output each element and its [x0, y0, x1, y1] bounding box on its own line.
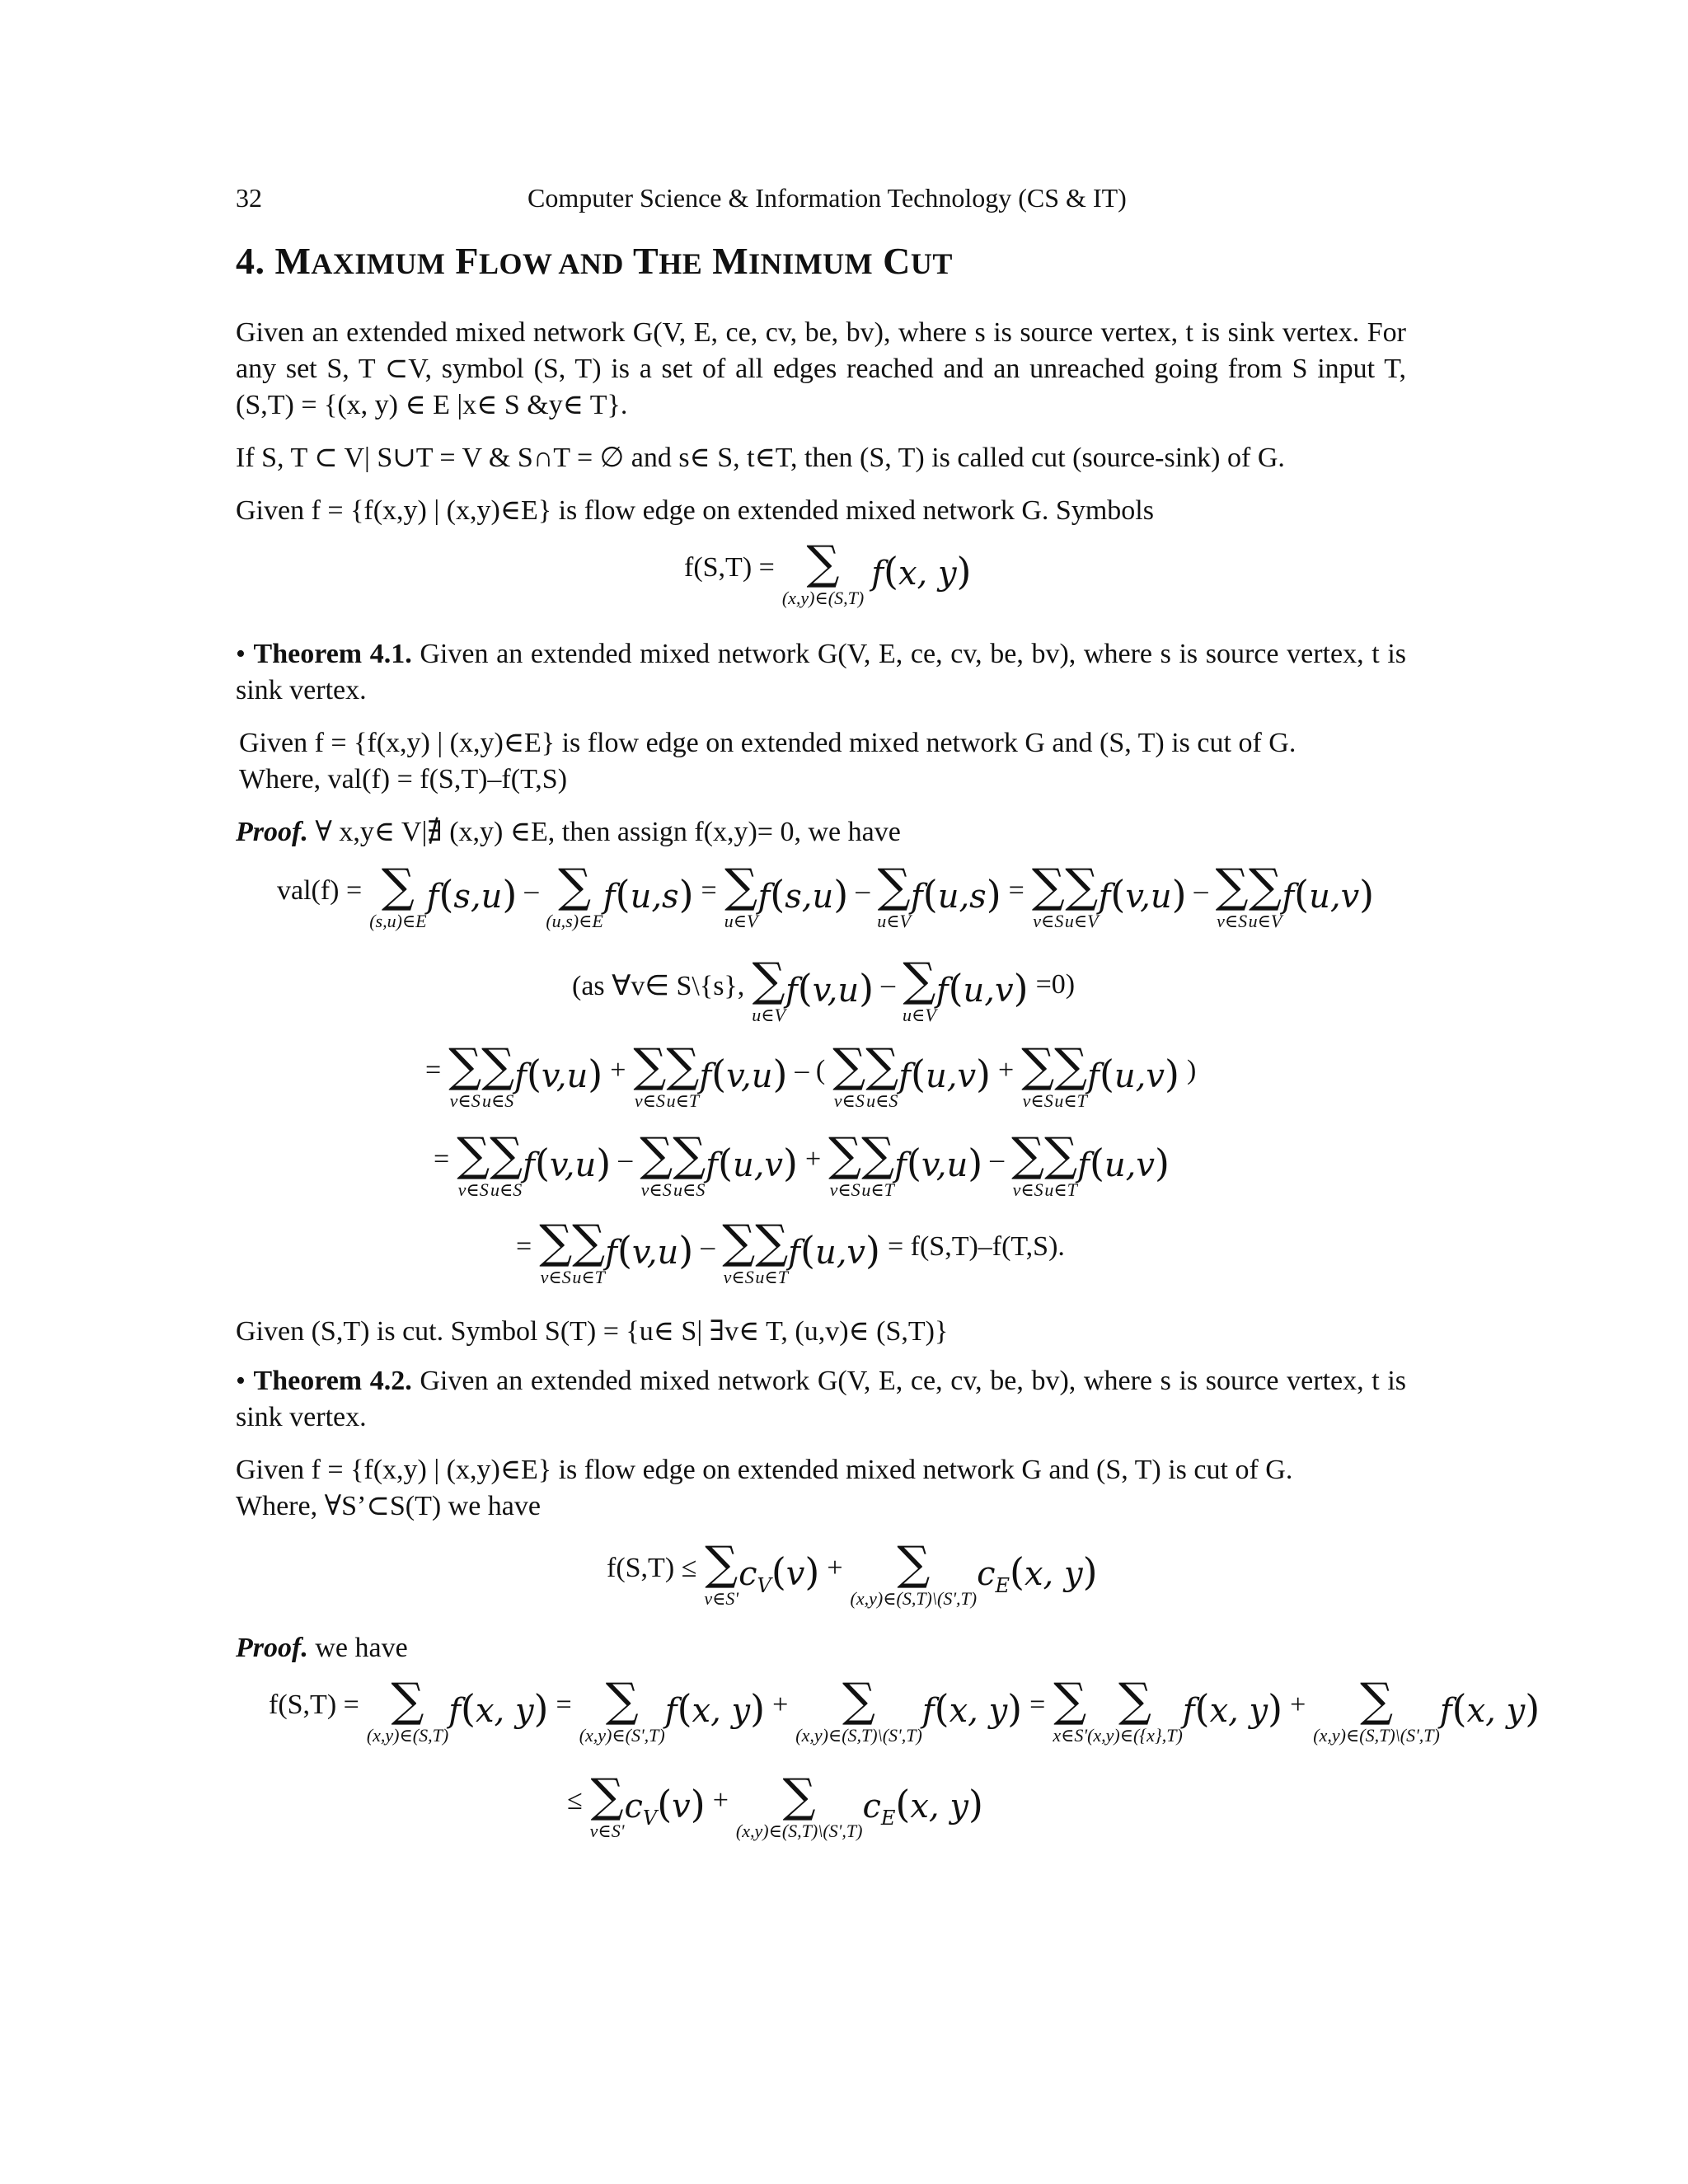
proof-1: Proof. ∀ x,y∈ V|∄ (x,y) ∈E, then assign f(x,y)= 0, we have [236, 817, 901, 847]
equation-val-line-3: = ∑ v∈S ∑ u∈S f(v,u) + ∑ v∈S ∑ u∈T f(v,u) – ( ∑ v∈S ∑ u∈S f(u,v) + ∑ v∈S ∑ u∈T f(u,v) ) [425, 1039, 1197, 1111]
theorem-4-1: • Theorem 4.1. Given an extended mixed network G(V, E, ce, cv, be, bv), where s is source vertex, t is sink vertex. [236, 639, 1406, 705]
equation-proof-2-line-2: ≤ ∑ v∈S' $c_V(v)$ + ∑ (x,y)∈(S,T)\(S',T) $c_E(x$, y) [567, 1769, 983, 1841]
section-title: 4. MAXIMUM FLOW AND THE MINIMUM CUT [236, 240, 953, 282]
theorem-label: Theorem 4.1. [253, 639, 412, 669]
proof-2: Proof. we have [236, 1633, 408, 1663]
running-header: Computer Science & Information Technology (CS & IT) [528, 183, 1127, 213]
page-number: 32 [236, 183, 262, 213]
symbol-st-definition: Given (S,T) is cut. Symbol S(T) = {u∈ S| ∃v∈ T, (u,v)∈ (S,T)} [236, 1316, 949, 1347]
equation-val-line-4: = ∑ v∈S ∑ u∈S f(v,u) – ∑ v∈S ∑ u∈S f(u,v) + ∑ v∈S ∑ u∈T f(v,u) – ∑ v∈S ∑ u∈T f(u,v) [434, 1128, 1170, 1200]
equation-proof-2-line-1: f(S,T) = ∑ (x,y)∈(S,T) f(x, y) = ∑ (x,y)∈(S',T) f(x, y) + ∑ (x,y)∈(S,T)\(S',T) f(x, y) = ∑ x∈S' ∑ (x,y)∈({x},T) f(x, y) + ∑ (x,y)∈(S,T)\(S',T) f(x, y) [269, 1674, 1540, 1746]
equation-val-line-1: val(f) = ∑ (s,u)∈E f(s,u) – ∑ (u,s)∈E f(u,s) = ∑ u∈V f(s,u) – ∑ u∈V f(u,s) = ∑ v∈S ∑ u∈V f(v,u) – ∑ v∈S ∑ u∈V f(u,v) [277, 860, 1375, 931]
equation-val-note: (as ∀v∈ S\{s}, ∑ u∈V f(v,u) – ∑ u∈V f(u,v) =0) [572, 954, 1076, 1025]
bullet: • [236, 1366, 246, 1396]
equation-val-line-5: = ∑ v∈S ∑ u∈T f(v,u) – ∑ v∈S ∑ u∈T f(u,v) = f(S,T)–f(T,S). [516, 1216, 1065, 1287]
flow-definition: Given f = {f(x,y) | (x,y)∈E} is flow edge on extended mixed network G. Symbols [236, 495, 1154, 526]
bullet: • [236, 639, 246, 669]
theorem-4-1-statement: Given f = {f(x,y) | (x,y)∈E} is flow edge on extended mixed network G and (S, T) is cut of G. Where, val(f) = f(S,T)–f(T,S) [239, 728, 1296, 794]
section-number: 4. [236, 240, 265, 282]
theorem-label: Theorem 4.2. [253, 1366, 412, 1396]
equation-theorem-4-2: f(S,T) ≤ ∑ v∈S' $c_V(v)$ + ∑ (x,y)∈(S,T)\(S',T) $c_E(x$, y) [607, 1537, 1098, 1609]
cut-definition: If S, T ⊂ V| S∪T = V & S∩T = ∅ and s∈ S, t∈T, then (S, T) is called cut (source-sink) of G. [236, 443, 1285, 473]
proof-label: Proof. [236, 1633, 308, 1663]
proof-label: Proof. [236, 817, 308, 847]
definition-paragraph: Given an extended mixed network G(V, E, ce, cv, be, bv), where s is source vertex, t is sink vertex. For any set S, T ⊂V, symbol (S, T) is a set of all edges reached and an unreached going from S input T, (S,T) = {(x, y) ∈ E |x∈ S &y∈ T}. [236, 317, 1406, 420]
equation-fst: f(S,T) = ∑ (x,y)∈(S,T) f(x, y) [684, 537, 972, 608]
theorem-4-2-statement: Given f = {f(x,y) | (x,y)∈E} is flow edge on extended mixed network G and (S, T) is cut of G. Where, ∀S’⊂S(T) we have [236, 1455, 1293, 1521]
theorem-4-2: • Theorem 4.2. Given an extended mixed network G(V, E, ce, cv, be, bv), where s is source vertex, t is sink vertex. [236, 1366, 1406, 1432]
